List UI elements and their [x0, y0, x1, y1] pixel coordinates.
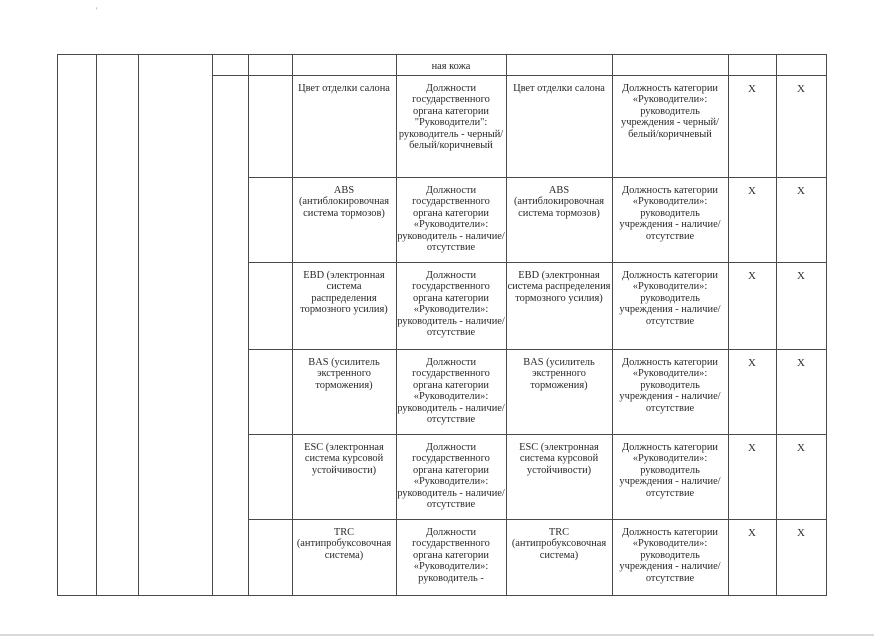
row-characteristic-name: ABS (антиблокировочная система тормозов)	[298, 185, 390, 219]
row-mark-x: X	[797, 357, 805, 369]
row-gov-positions: Должности государственного органа категории «Руководители»: руководитель - наличие/отсутствие	[397, 357, 505, 426]
row-gov-positions: Должности государственного органа категории «Руководители»: руководитель - наличие/отсутствие	[397, 270, 505, 339]
scan-edge	[0, 634, 874, 636]
row-mark-x: X	[748, 527, 756, 539]
row-mark-x: X	[748, 442, 756, 454]
row-rule	[248, 177, 827, 178]
row-rule	[248, 434, 827, 435]
column-rule	[212, 54, 213, 595]
row-institution-characteristic-name: BAS (усилитель экстренного торможения)	[523, 357, 595, 391]
row-institution-characteristic-name: ABS (антиблокировочная система тормозов)	[513, 185, 605, 219]
row-rule	[212, 75, 827, 76]
row-institution-positions: Должность категории «Руководители»: руководитель учреждения - наличие/отсутствие	[619, 270, 721, 327]
row-institution-characteristic-name: ESC (электронная система курсовой устойчивости)	[519, 442, 599, 476]
row-characteristic-name: EBD (электронная система распределения тормозного усилия)	[300, 270, 388, 316]
column-rule	[96, 54, 97, 595]
row-mark-x: X	[797, 270, 805, 282]
row-characteristic-name: ESC (электронная система курсовой устойчивости)	[304, 442, 384, 476]
row-characteristic-name: Цвет отделки салона	[298, 83, 390, 94]
continued-text: ная кожа	[431, 61, 471, 72]
row-institution-positions: Должность категории «Руководители»: руководитель учреждения - наличие/отсутствие	[619, 527, 721, 584]
row-gov-positions: Должности государственного органа категории "Руководители": руководитель - черный/белый/коричневый	[398, 83, 504, 152]
row-mark-x: X	[797, 442, 805, 454]
row-mark-x: X	[797, 185, 805, 197]
row-gov-positions: Должности государственного органа категории «Руководители»: руководитель - наличие/отсутствие	[397, 442, 505, 511]
table-top-border	[57, 54, 827, 55]
column-rule	[826, 54, 827, 595]
row-mark-x: X	[797, 527, 805, 539]
row-gov-positions: Должности государственного органа категории «Руководители»: руководитель -	[412, 527, 490, 584]
row-rule	[248, 349, 827, 350]
row-institution-positions: Должность категории «Руководители»: руководитель учреждения - черный/белый/коричневый	[621, 83, 719, 140]
row-mark-x: X	[748, 185, 756, 197]
row-rule	[248, 519, 827, 520]
row-mark-x: X	[748, 83, 756, 95]
column-rule	[138, 54, 139, 595]
row-mark-x: X	[748, 357, 756, 369]
row-mark-x: X	[748, 270, 756, 282]
row-institution-positions: Должность категории «Руководители»: руководитель учреждения - наличие/отсутствие	[619, 357, 721, 414]
row-gov-positions: Должности государственного органа категории «Руководители»: руководитель - наличие/отсутствие	[397, 185, 505, 254]
row-institution-characteristic-name: Цвет отделки салона	[513, 83, 605, 94]
row-institution-positions: Должность категории «Руководители»: руководитель учреждения - наличие/отсутствие	[619, 185, 721, 242]
row-institution-characteristic-name: TRC (антипробуксовочная система)	[511, 527, 607, 561]
column-rule	[57, 54, 58, 595]
row-institution-positions: Должность категории «Руководители»: руководитель учреждения - наличие/отсутствие	[619, 442, 721, 499]
table-bottom-border	[57, 595, 827, 596]
row-rule	[248, 262, 827, 263]
row-mark-x: X	[797, 83, 805, 95]
column-rule	[248, 54, 249, 595]
row-characteristic-name: TRC (антипробуксовочная система)	[296, 527, 392, 561]
row-characteristic-name: BAS (усилитель экстренного торможения)	[308, 357, 380, 391]
row-institution-characteristic-name: EBD (электронная система распределения тормозного усилия)	[507, 270, 611, 304]
column-rule	[728, 54, 729, 595]
column-rule	[776, 54, 777, 595]
scan-mark: '	[96, 6, 98, 15]
